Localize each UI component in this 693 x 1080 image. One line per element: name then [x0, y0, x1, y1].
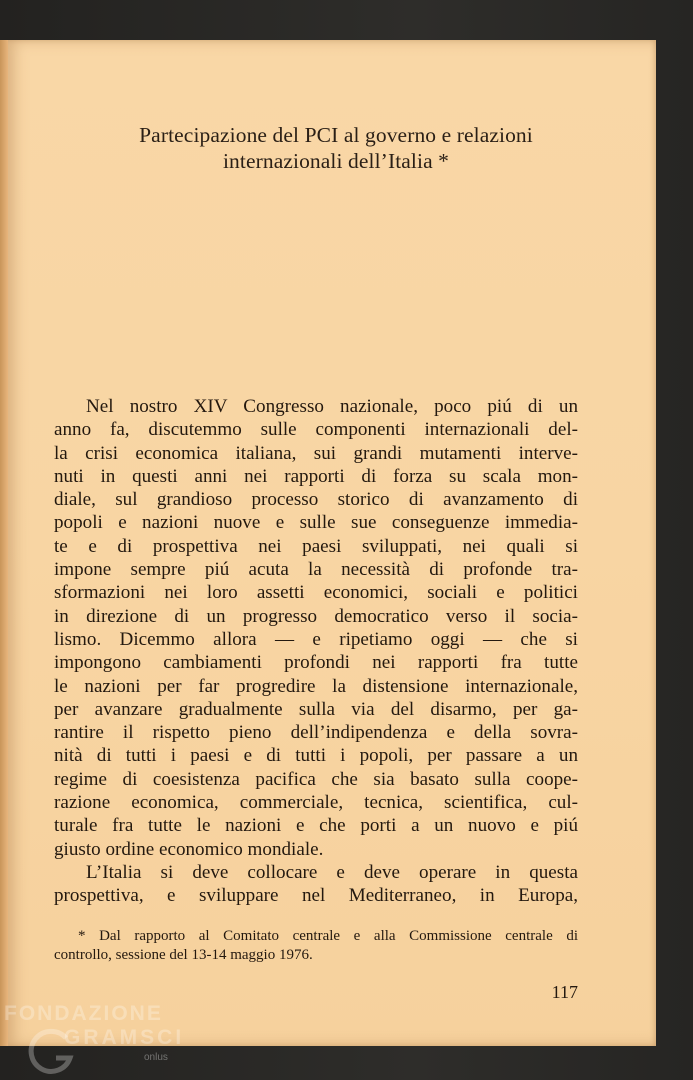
- chapter-title: [86, 122, 586, 174]
- body-line: turale fra tutte le nazioni e che porti a un nuovo e piú: [54, 815, 578, 837]
- body-line: regime di coesistenza pacifica che sia basato sulla coope-: [54, 768, 578, 790]
- body-line: te e di prospettiva nei paesi sviluppati, nei quali si: [54, 535, 578, 557]
- body-text: [54, 395, 578, 908]
- body-line: popoli e nazioni nuove e sulle sue conseguenze immedia-: [54, 512, 578, 534]
- body-line: razione economica, commerciale, tecnica, scientifica, cul-: [54, 792, 578, 814]
- footnote: [54, 927, 578, 965]
- page-gutter-edge: [0, 40, 8, 1046]
- watermark: [4, 1002, 204, 1078]
- watermark-line-1: FONDAZIONE: [4, 1002, 163, 1025]
- body-line: giusto ordine economico mondiale.: [54, 838, 324, 860]
- body-line: nità di tutti i paesi e di tutti i popoli, per passare a un: [54, 745, 578, 767]
- body-line: la crisi economica italiana, sui grandi mutamenti interve-: [54, 442, 578, 464]
- body-line: per avanzare gradualmente sulla via del disarmo, per ga-: [54, 698, 578, 720]
- body-line: prospettiva, e sviluppare nel Mediterraneo, in Europa,: [54, 885, 578, 907]
- body-line: nuti in questi anni nei rapporti di forza su scala mon-: [54, 465, 578, 487]
- body-line: in direzione di un progresso democratico verso il socia-: [54, 605, 578, 627]
- footnote-line-1: * Dal rapporto al Comitato centrale e alla Commissione centrale di: [78, 928, 578, 944]
- body-line: diale, sul grandioso processo storico di avanzamento di: [54, 489, 578, 511]
- chapter-title-line-1: Partecipazione del PCI al governo e relazioni: [139, 123, 533, 147]
- body-line: impone sempre piú acuta la necessità di profonde tra-: [54, 559, 578, 581]
- body-line: rantire il rispetto pieno dell’indipendenza e della sovra-: [54, 722, 578, 744]
- body-line: lismo. Dicemmo allora — e ripetiamo oggi — che si: [54, 628, 578, 650]
- body-line: Nel nostro XIV Congresso nazionale, poco piú di un: [86, 396, 578, 417]
- body-line: impongono cambiamenti profondi nei rapporti fra tutte: [54, 652, 578, 674]
- watermark-onlus: onlus: [144, 1052, 168, 1063]
- body-line: sformazioni nei loro assetti economici, sociali e politici: [54, 582, 578, 604]
- chapter-title-line-2: internazionali dell’Italia *: [222, 149, 450, 173]
- body-line: anno fa, discutemmo sulle componenti internazionali del-: [54, 419, 578, 441]
- watermark-line-2: GRAMSCI: [64, 1026, 185, 1049]
- book-page: [6, 40, 656, 1046]
- body-line: le nazioni per far progredire la distensione internazionale,: [54, 675, 578, 697]
- body-line: L’Italia si deve collocare e deve operare in questa: [86, 861, 578, 883]
- footnote-line-2: controllo, sessione del 13-14 maggio 1976.: [54, 947, 313, 963]
- page-number: 117: [551, 982, 578, 1002]
